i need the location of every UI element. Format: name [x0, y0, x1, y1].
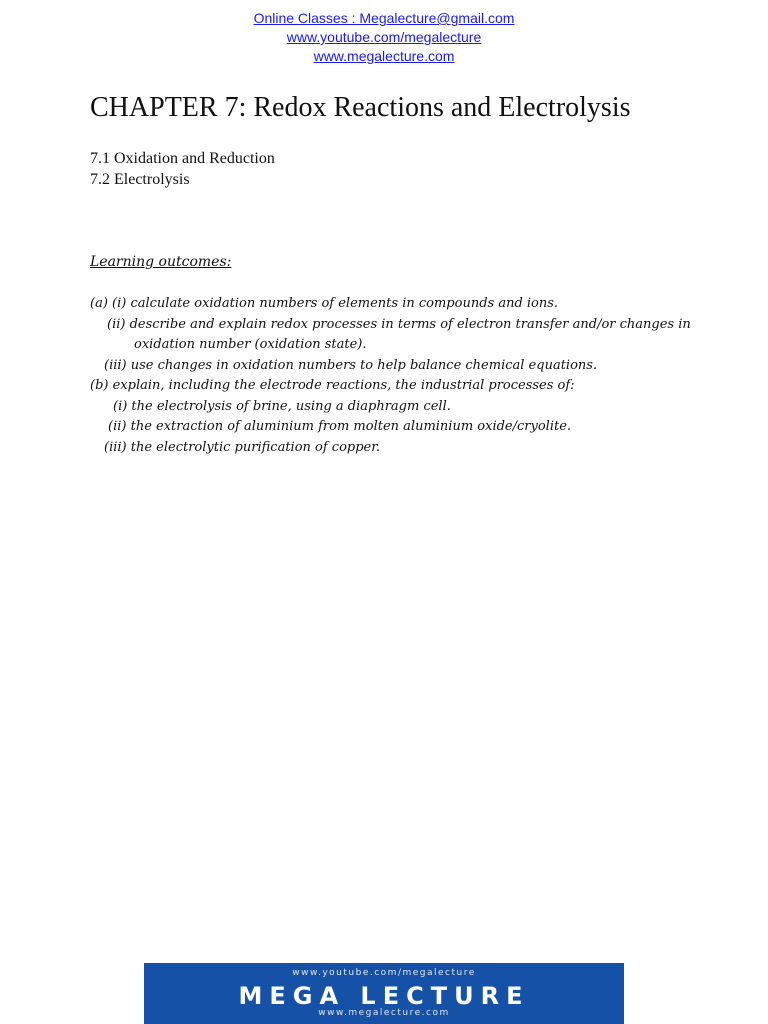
website-link[interactable]: www.megalecture.com — [313, 48, 455, 64]
outcome-line: (iii) use changes in oxidation numbers to help balance chemical equations. — [104, 357, 598, 373]
outcome-line: oxidation number (oxidation state). — [134, 337, 367, 352]
youtube-link[interactable]: www.youtube.com/megalecture — [286, 29, 482, 45]
learning-outcomes-list — [90, 294, 690, 458]
outcome-line: (a) (i) calculate oxidation numbers of elements in compounds and ions. — [90, 296, 559, 311]
outcome-line: (iii) the electrolytic purification of copper. — [104, 439, 381, 455]
header-links — [0, 9, 768, 66]
mega-lecture-banner — [144, 963, 624, 1024]
learning-outcomes-heading: Learning outcomes: — [90, 254, 232, 270]
outcome-line: (ii) describe and explain redox processes in terms of electron transfer and/or changes in — [107, 316, 691, 332]
email-link[interactable]: Online Classes : Megalecture@gmail.com — [253, 10, 515, 26]
banner-youtube-text: www.youtube.com/megalecture — [292, 968, 476, 978]
outcome-line: (i) the electrolysis of brine, using a diaphragm cell. — [113, 398, 451, 414]
outcome-line: (ii) the extraction of aluminium from molten aluminium oxide/cryolite. — [108, 419, 572, 434]
banner-website-text: www.megalecture.com — [318, 1008, 450, 1018]
chapter-title: CHAPTER 7: Redox Reactions and Electrolysis — [90, 92, 631, 123]
outcome-line: (b) explain, including the electrode reactions, the industrial processes of: — [90, 378, 575, 393]
section-item: 7.2 Electrolysis — [90, 171, 190, 188]
section-item: 7.1 Oxidation and Reduction — [90, 150, 275, 167]
section-list — [90, 148, 275, 190]
banner-brand-logo: MEGA LECTURE — [238, 982, 530, 1010]
